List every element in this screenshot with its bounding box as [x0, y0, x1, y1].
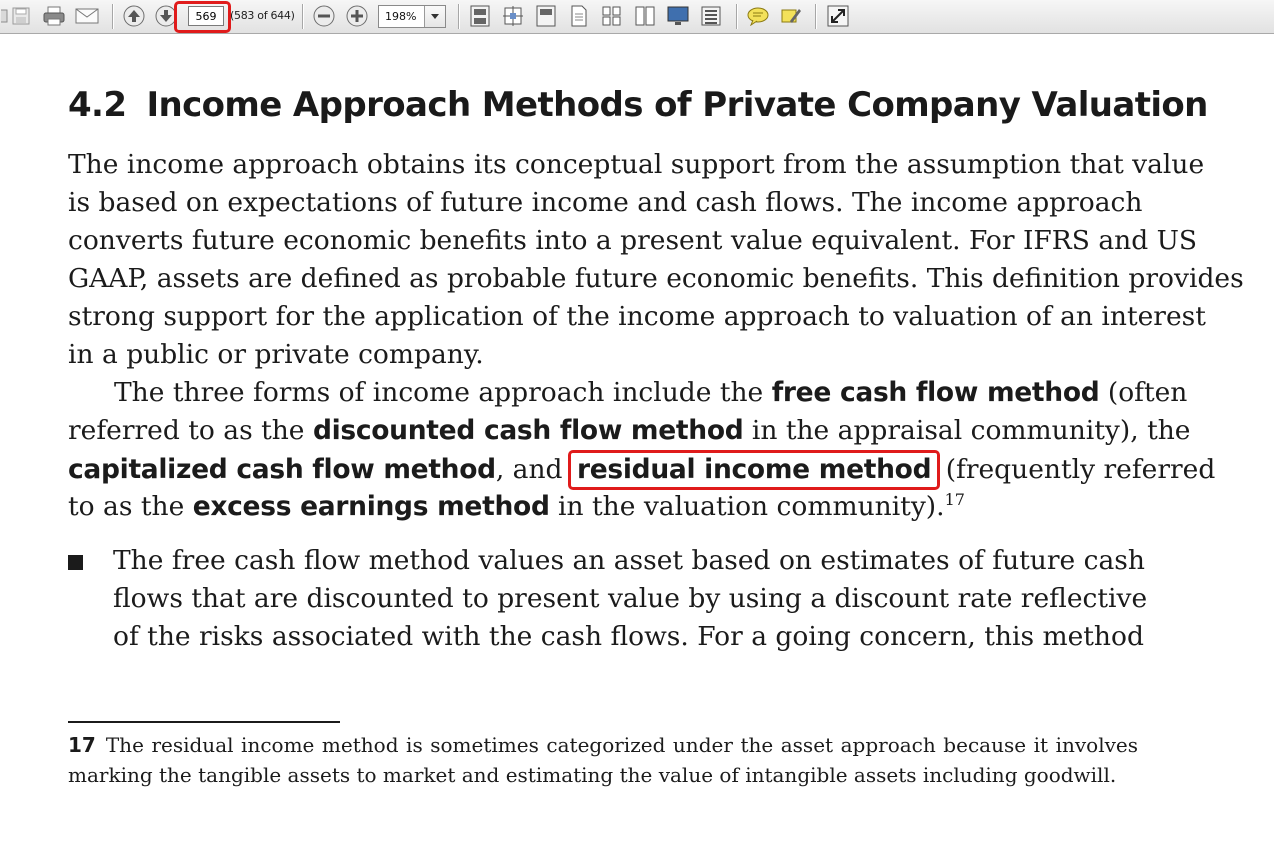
term-residual-income-method: residual income method	[576, 454, 932, 485]
text-run: in the appraisal community), the	[751, 415, 1191, 446]
footnote-divider	[68, 721, 340, 723]
continuous-page-icon[interactable]	[600, 4, 624, 28]
footnote-line	[68, 730, 1138, 760]
paragraph-line	[68, 488, 1138, 526]
text-run: in the valuation community).	[558, 491, 945, 522]
fit-width-icon[interactable]	[501, 4, 525, 28]
single-page-icon[interactable]	[567, 4, 591, 28]
footnote-line: marking the tangible assets to market and estimating the value of intangible assets including goodwill.	[68, 763, 1117, 787]
zoom-value: 198%	[385, 10, 417, 23]
text-run: referred to as the	[68, 415, 305, 446]
paragraph-line: GAAP, assets are defined as probable future economic benefits. This definition provides	[68, 263, 1244, 294]
term-free-cash-flow-method: free cash flow method	[771, 377, 1100, 408]
bullet-marker	[68, 555, 83, 570]
section-heading	[68, 85, 1208, 125]
comment-icon[interactable]	[746, 4, 770, 28]
text-run: to as the	[68, 491, 185, 522]
paragraph-line	[68, 374, 1188, 412]
paragraph-line: is based on expectations of future income and cash flows. The income approach	[68, 187, 1143, 218]
bullet-line: flows that are discounted to present value by using a discount rate reflective	[113, 583, 1148, 614]
term-capitalized-cash-flow-method: capitalized cash flow method	[68, 454, 496, 485]
paragraph-line: in a public or private company.	[68, 339, 484, 370]
zoom-in-icon[interactable]	[345, 4, 369, 28]
text-run: , and	[495, 454, 563, 485]
zoom-out-icon[interactable]	[312, 4, 336, 28]
term-discounted-cash-flow-method: discounted cash flow method	[312, 415, 744, 446]
section-title: Income Approach Methods of Private Company Valuation	[146, 85, 1208, 125]
page-count: (583 of 644)	[230, 9, 295, 22]
text-run: The three forms of income approach include the	[114, 377, 764, 408]
pdf-toolbar	[0, 0, 1274, 34]
paragraph-line	[68, 412, 1191, 450]
two-page-icon[interactable]	[633, 4, 657, 28]
print-icon[interactable]	[42, 4, 66, 28]
chevron-down-icon[interactable]	[424, 6, 445, 27]
text-run: (often	[1107, 377, 1188, 408]
paragraph-line: strong support for the application of the income approach to valuation of an interest	[68, 301, 1206, 332]
fullscreen-icon[interactable]	[666, 4, 690, 28]
highlighted-term-box	[568, 450, 940, 490]
fit-page-icon[interactable]	[468, 4, 492, 28]
page-number-input[interactable]	[188, 6, 224, 26]
scroll-icon[interactable]	[699, 4, 723, 28]
document-page	[0, 35, 1274, 865]
text-run: The residual income method is sometimes categorized under the asset approach because it involves	[105, 733, 1138, 757]
previous-page-icon[interactable]	[122, 4, 146, 28]
actual-size-icon[interactable]	[534, 4, 558, 28]
expand-icon[interactable]	[826, 4, 850, 28]
paragraph-line	[68, 450, 1216, 488]
email-icon[interactable]	[75, 4, 99, 28]
footnote-number: 17	[68, 733, 96, 757]
next-page-icon[interactable]	[154, 4, 178, 28]
section-number: 4.2	[68, 85, 127, 125]
paragraph-line: converts future economic benefits into a present value equivalent. For IFRS and US	[68, 225, 1198, 256]
bullet-line: of the risks associated with the cash flows. For a going concern, this method	[113, 621, 1144, 652]
footnote-reference[interactable]: 17	[944, 490, 965, 510]
zoom-select[interactable]	[378, 5, 446, 28]
save-icon[interactable]	[9, 4, 33, 28]
bullet-line: The free cash flow method values an asset based on estimates of future cash	[113, 545, 1145, 576]
highlight-icon[interactable]	[779, 4, 803, 28]
paragraph-line: The income approach obtains its conceptual support from the assumption that value	[68, 149, 1205, 180]
term-excess-earnings-method: excess earnings method	[192, 491, 550, 522]
text-run: (frequently referred	[945, 454, 1216, 485]
